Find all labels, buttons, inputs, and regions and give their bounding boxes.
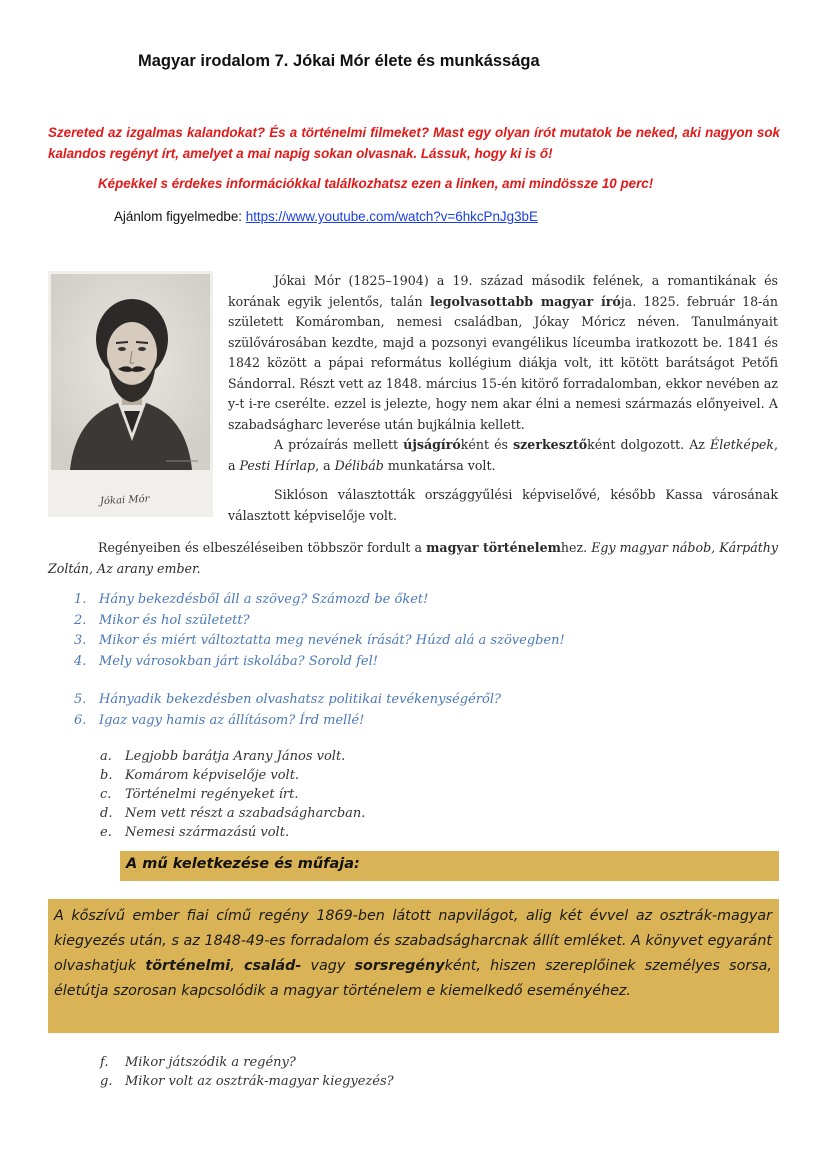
intro-text: Szereted az izgalmas kalandokat? És a történelmi filmeket? Mast egy olyan írót mutatok be neked, aki nagyon sok kalandos regényt írt, amelyet a mai napig sokan olvasnak. Lássuk, hogy ki is ő! [48, 125, 780, 161]
bio-paragraph-1: Jókai Mór (1825–1904) a 19. század második felének, a romantikának és korának egyik jelentős, talán legolvasottabb magyar írója. 1825. február 18-án született Komáromban, nemesi családban, Jókay Móricz néven. Tanulmányait szülővárosában kezdte, majd a pozsonyi evangélikus líceumba iratkozott be. 1841 és 1842 között a pápai református kollégium diákja volt, itt kötött barátságot Petőfi Sándorral. Részt vett az 1848. március 15-én kitörő forradalomban, ekkor nevében az y-t i-re cserélte. ezzel is jelezte, hogy nem akar élni a nemesi származás előnyeivel. A szabadságharc leverése után bujkálnia kellett. [228, 273, 779, 432]
biography-text [228, 271, 778, 526]
list-item: c. Történelmi regényeket írt. [100, 787, 299, 802]
list-item: f. Mikor játszódik a regény? [100, 1055, 296, 1070]
list-item: 6. Igaz vagy hamis az állításom? Írd mellé! [74, 712, 365, 728]
portrait-signature: Jókai Mór [99, 493, 150, 508]
section-heading: A mű keletkezése és műfaja: [126, 856, 360, 872]
portrait-image [48, 271, 213, 517]
section-banner [120, 851, 779, 881]
recommend-label: Ajánlom figyelmedbe: [114, 209, 246, 224]
statement-list [100, 747, 365, 842]
bio-paragraph-3: Siklóson választották országgyűlési képviselővé, később Kassa városának választott képviselője volt. [228, 487, 778, 523]
novel-info-box [48, 899, 779, 1033]
list-item: 5. Hányadik bekezdésben olvashatsz politikai tevékenységéről? [74, 692, 501, 707]
recommend-line [114, 209, 538, 224]
question-list-a [74, 590, 565, 672]
portrait-drawing [48, 271, 213, 517]
youtube-link[interactable]: https://www.youtube.com/watch?v=6hkcPnJg3bE [245, 209, 538, 224]
list-item: g. Mikor volt az osztrák-magyar kiegyezés? [100, 1074, 394, 1089]
list-item: b. Komárom képviselője volt. [100, 768, 300, 783]
page-title: Magyar irodalom 7. Jókai Mór élete és munkássága [138, 52, 540, 70]
list-item: 2. Mikor és hol született? [74, 612, 250, 628]
intro-link-hint: Képekkel s érdekes információkkal találkozhatsz ezen a linken, ami mindössze 10 perc! [98, 176, 654, 191]
list-item: 1. Hány bekezdésből áll a szöveg? Számozd be őket! [74, 592, 429, 607]
list-item: 4. Mely városokban járt iskolába? Sorold fel! [74, 653, 378, 669]
list-item: 3. Mikor és miért változtatta meg nevének írását? Húzd alá a szövegben! [74, 633, 565, 648]
bio-paragraph-2: A prózaírás mellett újságíróként és szerkesztőként dolgozott. Az Életképek, a Pesti Hírlap, a Délibáb munkatársa volt. [228, 437, 778, 473]
list-item: a. Legjobb barátja Arany János volt. [100, 749, 346, 764]
novel-info-text: A kőszívű ember fiai című regény 1869-ben látott napvilágot, alig két évvel az osztrák-magyar kiegyezés után, s az 1848-49-es forradalom és szabadságharcnak állít emléket. A könyvet egyaránt olvashatjuk történelmi, család- vagy sorsregényként, hiszen szereplőinek személyes sorsa, életútja szorosan kapcsolódik a magyar történelem e kiemelkedő eseményéhez. [54, 908, 772, 999]
question-list-b [74, 690, 501, 731]
novels-paragraph: Regényeiben és elbeszéléseiben többször fordult a magyar történelemhez. Egy magyar nábob, Kárpáthy Zoltán, Az arany ember. [48, 540, 778, 576]
question-list-c [100, 1053, 394, 1091]
list-item: e. Nemesi származású volt. [100, 825, 290, 840]
list-item: d. Nem vett részt a szabadságharcban. [100, 806, 366, 821]
